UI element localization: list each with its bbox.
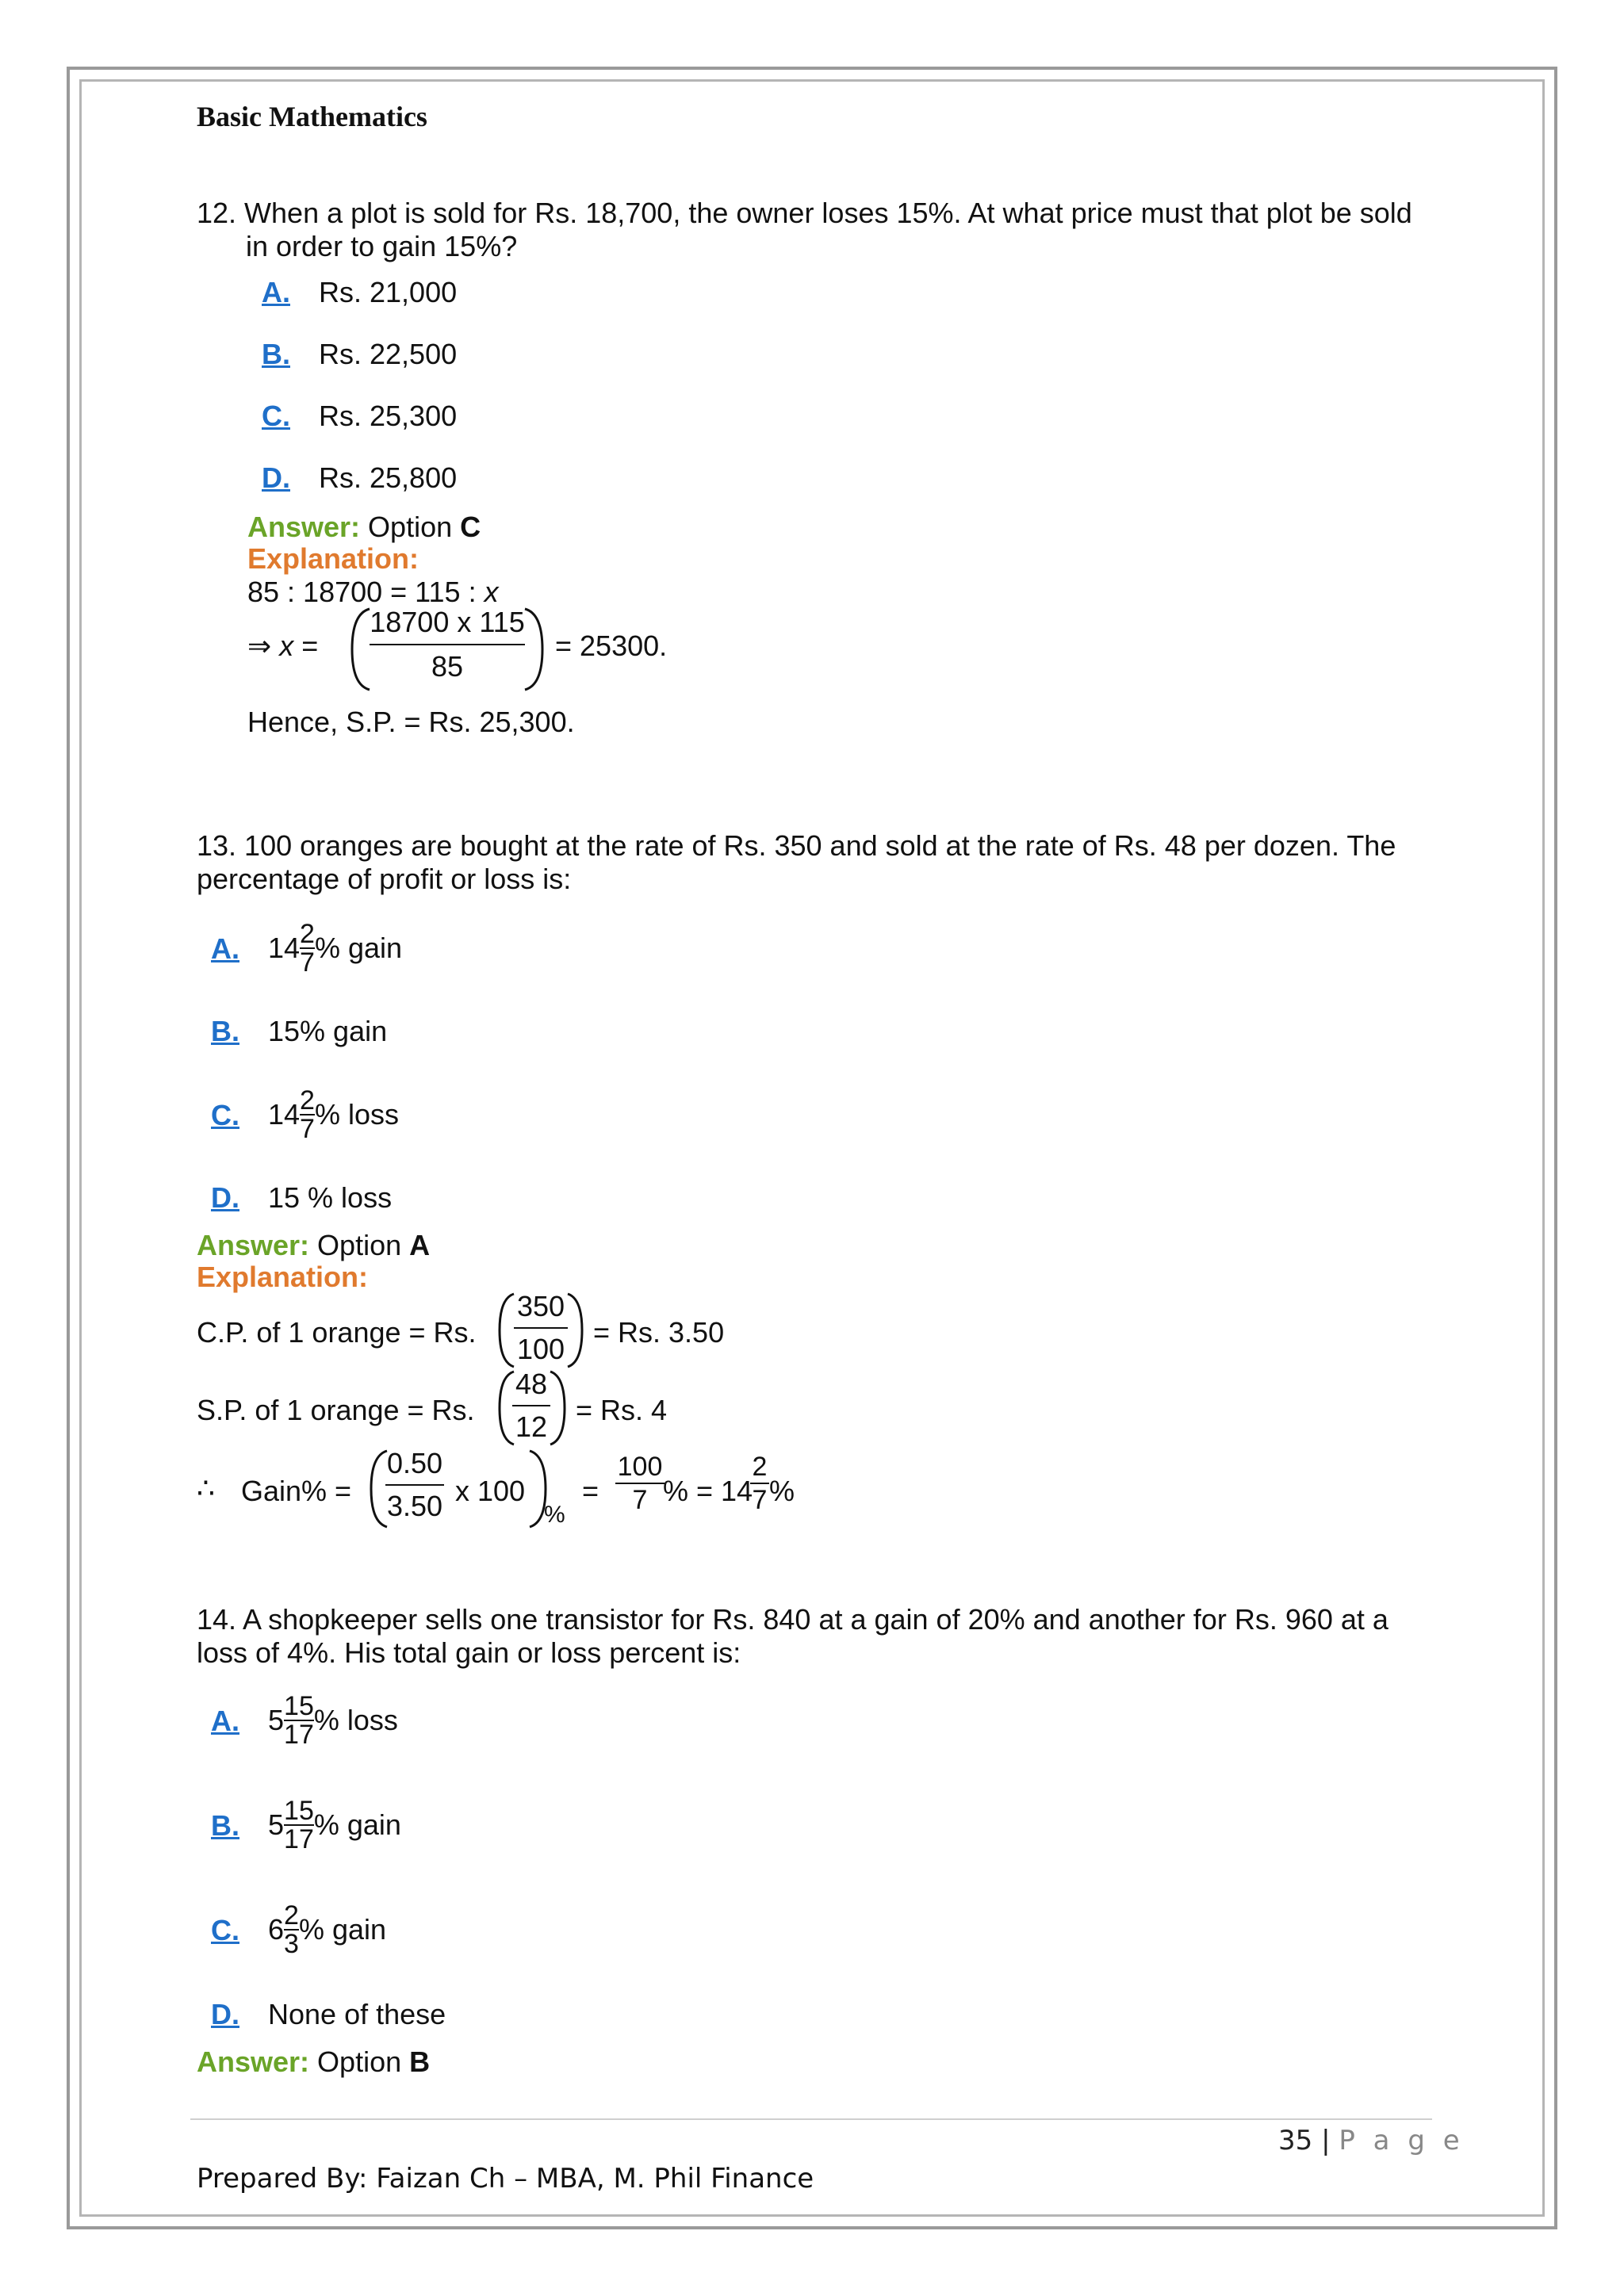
mixed-fraction <box>300 920 315 976</box>
mixed-fraction <box>284 1797 314 1853</box>
frac-den: 7 <box>300 947 315 978</box>
q13-answer <box>197 1229 430 1262</box>
page-number-value: 35 <box>1278 2125 1313 2156</box>
frac-num: 2 <box>300 919 315 949</box>
q13-sp-numerator: 48 <box>515 1368 548 1400</box>
frac-den: 7 <box>300 1114 315 1144</box>
question-14-line-2: loss of 4%. His total gain or loss percent is: <box>197 1636 741 1669</box>
mixed-whole: 14 <box>268 932 301 964</box>
mixed-fraction <box>284 1902 299 1957</box>
q13-gain-equals: = <box>582 1475 599 1507</box>
fraction-bar <box>514 1327 568 1329</box>
q12-exp-implies <box>247 629 318 663</box>
fraction-bar <box>615 1483 665 1484</box>
prepared-by: Prepared By: Faizan Ch – MBA, M. Phil Finance <box>197 2163 814 2195</box>
right-paren-icon <box>520 606 549 693</box>
q14-option-d-link[interactable]: D. <box>211 1998 239 2030</box>
q13-gain-percent-subscript: % <box>544 1502 565 1528</box>
frac-num: 2 <box>300 1085 315 1115</box>
fraction-bar <box>385 1484 444 1486</box>
q13-option-b-link[interactable]: B. <box>211 1015 239 1047</box>
right-paren-icon <box>565 1291 587 1370</box>
q13-option-a-text <box>268 910 402 986</box>
mixed-whole: 14 <box>268 1098 301 1131</box>
fraction-bar <box>750 1483 769 1484</box>
q12-option-b-link[interactable]: B. <box>262 338 290 370</box>
q14-option-c-link[interactable]: C. <box>211 1914 239 1946</box>
q13-option-c-link[interactable]: C. <box>211 1099 239 1131</box>
q13-gain-r-denominator: 7 <box>632 1485 648 1515</box>
q14-answer-prefix: Option <box>317 2045 402 2078</box>
fraction-bar <box>512 1405 550 1406</box>
q14-answer <box>197 2045 430 2079</box>
question-14-line-1: 14. A shopkeeper sells one transistor for Rs. 840 at a gain of 20% and another for Rs. 960 at a <box>197 1603 1388 1636</box>
implies-arrow-icon: ⇒ <box>247 629 272 662</box>
q14-option-c-text <box>268 1892 386 1968</box>
q13-sp-result: = Rs. 4 <box>576 1394 668 1426</box>
q13-gain-numerator: 0.50 <box>386 1447 443 1479</box>
q13-option-b-text: 15% gain <box>268 1015 388 1047</box>
footer-rule <box>190 2118 1432 2120</box>
q12-exp-x: x <box>279 629 294 662</box>
q14-option-b-link[interactable]: B. <box>211 1809 239 1842</box>
q12-option-b-text: Rs. 22,500 <box>319 338 458 370</box>
frac-den: 17 <box>284 1824 314 1854</box>
q13-gain-r2-denominator: 7 <box>752 1485 768 1515</box>
q14-answer-value: B <box>409 2045 431 2078</box>
q12-option-d-text: Rs. 25,800 <box>319 461 458 494</box>
q12-exp-denominator: 85 <box>431 650 464 683</box>
q12-answer-label: Answer: <box>247 511 361 543</box>
frac-num: 2 <box>284 1900 299 1931</box>
q13-gain-r-mid: % = 14 <box>663 1475 753 1507</box>
question-13-line-1: 13. 100 oranges are bought at the rate of Rs. 350 and sold at the rate of Rs. 48 per dozen. The <box>197 829 1396 862</box>
q13-sp-fraction <box>511 1368 552 1443</box>
q13-sp-label: S.P. of 1 orange = Rs. <box>197 1394 475 1426</box>
mixed-whole: 5 <box>268 1808 285 1841</box>
q13-cp-result: = Rs. 3.50 <box>593 1316 725 1349</box>
q13-option-d-link[interactable]: D. <box>211 1181 239 1214</box>
q12-explanation-label: Explanation: <box>247 542 419 575</box>
fraction-bar <box>370 644 525 645</box>
q12-exp-proportion-text: 85 : 18700 = 115 : <box>247 576 485 608</box>
q13-explanation-label: Explanation: <box>197 1261 369 1293</box>
q13-option-a-link[interactable]: A. <box>211 932 239 965</box>
right-paren-icon <box>547 1368 569 1448</box>
q13-answer-value: A <box>409 1229 431 1261</box>
therefore-icon: ∴ <box>197 1471 215 1504</box>
q13-cp-fraction <box>512 1291 569 1365</box>
q13-gain-fraction <box>384 1448 446 1522</box>
q13-answer-prefix: Option <box>317 1229 402 1261</box>
q12-exp-proportion-x: x <box>484 576 499 608</box>
mixed-suffix: % loss <box>313 1704 398 1736</box>
q12-answer-value: C <box>460 511 481 543</box>
mixed-suffix: % gain <box>313 1808 401 1841</box>
question-13-line-2: percentage of profit or loss is: <box>197 863 572 895</box>
q13-answer-label: Answer: <box>197 1229 310 1261</box>
mixed-fraction <box>284 1693 314 1748</box>
mixed-whole: 6 <box>268 1913 285 1946</box>
q13-gain-r-numerator: 100 <box>617 1452 663 1482</box>
q13-cp-numerator: 350 <box>516 1290 565 1322</box>
q12-answer-prefix: Option <box>368 511 453 543</box>
q13-gain-multiplier: x 100 <box>455 1475 526 1507</box>
q13-gain-r2-numerator: 2 <box>752 1452 768 1482</box>
q12-option-c-link[interactable]: C. <box>262 400 290 432</box>
q12-option-c-text: Rs. 25,300 <box>319 400 458 432</box>
q12-option-a-text: Rs. 21,000 <box>319 276 458 308</box>
q12-exp-proportion <box>247 576 499 609</box>
q13-option-d-text: 15 % loss <box>268 1181 393 1214</box>
q14-option-d-text: None of these <box>268 1998 446 2030</box>
document-header: Basic Mathematics <box>197 101 427 132</box>
q13-gain-label: Gain% = <box>241 1475 352 1507</box>
mixed-fraction <box>300 1087 315 1142</box>
mixed-suffix: % gain <box>314 932 403 964</box>
mixed-whole: 5 <box>268 1704 285 1736</box>
q14-answer-label: Answer: <box>197 2045 310 2078</box>
q13-cp-denominator: 100 <box>516 1333 565 1365</box>
question-12-line-1: 12. When a plot is sold for Rs. 18,700, the owner loses 15%. At what price must that plot be sold <box>197 197 1412 229</box>
mixed-suffix: % gain <box>298 1913 387 1946</box>
q12-exp-fraction <box>366 606 528 683</box>
q13-sp-denominator: 12 <box>515 1410 548 1443</box>
frac-num: 15 <box>284 1796 314 1826</box>
q12-option-d-link[interactable]: D. <box>262 461 290 494</box>
q13-gain-denominator: 3.50 <box>386 1490 443 1522</box>
q12-exp-equals: = <box>301 629 319 662</box>
q12-exp-numerator: 18700 x 115 <box>370 606 525 638</box>
q12-exp-hence: Hence, S.P. = Rs. 25,300. <box>247 706 575 738</box>
q14-option-b-text <box>268 1787 401 1863</box>
q13-gain-r2-fraction <box>749 1452 771 1514</box>
q12-exp-result: = 25300. <box>555 629 668 662</box>
page-number <box>1278 2125 1465 2156</box>
q12-option-a-link[interactable]: A. <box>262 276 290 308</box>
mixed-suffix: % loss <box>314 1098 399 1131</box>
frac-den: 17 <box>284 1720 314 1750</box>
q14-option-a-link[interactable]: A. <box>211 1705 239 1737</box>
frac-num: 15 <box>284 1691 314 1721</box>
frac-den: 3 <box>284 1929 299 1959</box>
page-separator: | <box>1321 2125 1331 2156</box>
q13-option-c-text <box>268 1077 399 1153</box>
q13-gain-r-end: % <box>769 1475 795 1507</box>
q14-option-a-text <box>268 1682 398 1758</box>
q13-gain-r-fraction <box>612 1452 668 1514</box>
q12-answer <box>247 511 481 544</box>
page-word: P a g e <box>1339 2125 1465 2156</box>
q13-cp-label: C.P. of 1 orange = Rs. <box>197 1316 477 1349</box>
question-12-line-2: in order to gain 15%? <box>246 230 518 262</box>
